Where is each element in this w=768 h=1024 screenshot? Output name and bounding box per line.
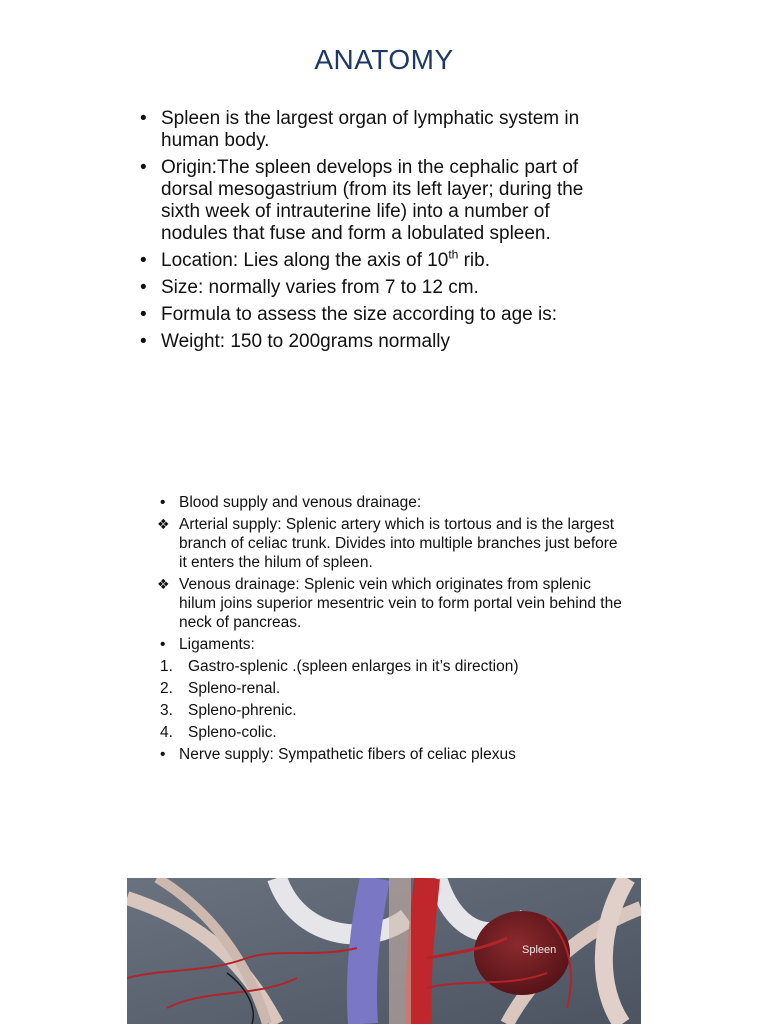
ligament-number: 1. — [160, 658, 173, 675]
ligament-item — [157, 701, 627, 720]
anatomy-bullet-list — [140, 108, 620, 358]
ligament-text: Spleno-renal. — [188, 680, 281, 697]
inferior-vena-cava — [362, 878, 375, 1024]
ligament-text: Spleno-phrenic. — [188, 702, 297, 719]
spine — [389, 878, 411, 1024]
item-text: Weight: 150 to 200grams normally — [161, 331, 451, 352]
anatomy-illustration — [127, 878, 641, 1024]
ligament-item — [157, 679, 627, 698]
list-item — [140, 331, 620, 353]
list-item — [140, 304, 620, 326]
nerve-supply-item: • Nerve supply: Sympathetic fibers of celiac plexus — [157, 745, 627, 764]
ligament-item — [157, 723, 627, 742]
spleen-label: Spleen — [522, 944, 557, 956]
ligament-number: 4. — [160, 724, 173, 741]
blood-supply-heading: • Blood supply and venous drainage: — [157, 493, 627, 512]
ordinal-superscript: th — [448, 247, 459, 262]
list-item — [140, 157, 620, 245]
ligament-number: 3. — [160, 702, 173, 719]
aorta — [419, 878, 427, 1024]
list-item — [140, 247, 620, 272]
ligament-number: 2. — [160, 680, 173, 697]
arterial-supply-item: ❖ Arterial supply: Splenic artery which is tortous and is the largest branch of celiac trunk. Divides into multiple branches just before it enters the hilum of spleen. — [157, 515, 627, 572]
item-text: Location: Lies along the axis of 10 — [161, 250, 449, 271]
list-item — [140, 108, 620, 152]
page-title: ANATOMY — [314, 44, 454, 75]
spleen-anatomy-image — [127, 878, 641, 1024]
item-text: Spleen is the largest organ of lymphatic system in human body. — [161, 108, 580, 151]
ligament-text: Spleno-colic. — [188, 724, 277, 741]
item-text: Origin:The spleen develops in the cephalic part of dorsal mesogastrium (from its left layer; during the sixth week of intrauterine life) into a number of nodules that fuse and form a lobulated spleen. — [161, 157, 584, 244]
ligament-text: Gastro-splenic .(spleen enlarges in it’s direction) — [188, 658, 519, 675]
ligaments-heading: • Ligaments: — [157, 635, 627, 654]
ligament-item — [157, 657, 627, 676]
item-text: Size: normally varies from 7 to 12 cm. — [161, 277, 479, 298]
blood-supply-section — [157, 493, 627, 767]
item-text: Formula to assess the size according to age is: — [161, 304, 558, 325]
venous-drainage-item: ❖ Venous drainage: Splenic vein which originates from splenic hilum joins superior mesentric vein to form portal vein behind the neck of pancreas. — [157, 575, 627, 632]
list-item — [140, 277, 620, 299]
item-text: rib. — [458, 250, 491, 271]
